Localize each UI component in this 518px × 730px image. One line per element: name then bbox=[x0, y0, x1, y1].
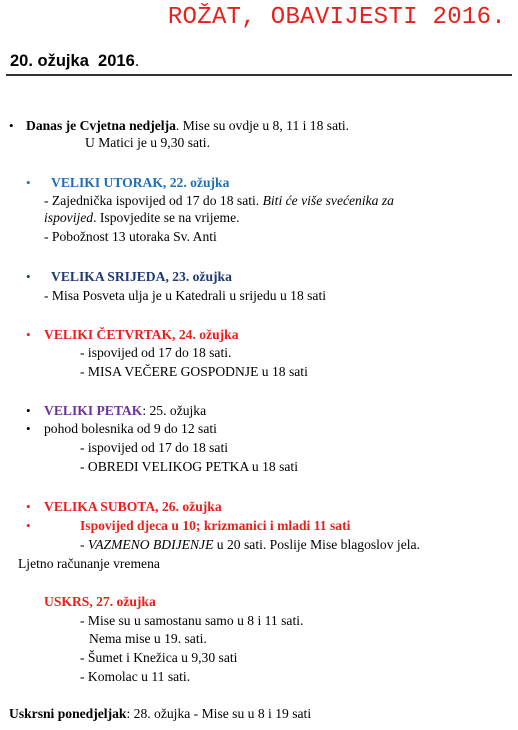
saturday-vigil: VAZMENO BDIJENJE bbox=[87, 537, 214, 552]
date-dot: . bbox=[134, 52, 140, 70]
bullet-icon: • bbox=[26, 175, 31, 190]
tuesday-line-2 bbox=[44, 210, 240, 226]
saturday-line-1: Ispovijed djeca u 10; krizmanici i mladi 11 sati bbox=[80, 518, 351, 533]
saturday-title: VELIKA SUBOTA, 26. ožujka bbox=[44, 499, 222, 514]
easter-line-1: - Mise su u samostanu samo u 8 i 11 sati. bbox=[80, 613, 304, 628]
bullet-icon: • bbox=[26, 499, 31, 514]
easter-monday-text: : 28. ožujka - Mise su u 8 i 19 sati bbox=[126, 706, 312, 721]
tuesday-italic-1: Biti će više svećenika za bbox=[262, 193, 394, 208]
bullet-icon: • bbox=[26, 421, 31, 436]
palm-sunday-line bbox=[26, 118, 349, 134]
easter-monday-title: Uskrsni ponedjeljak bbox=[9, 706, 127, 721]
bullet-icon: • bbox=[26, 269, 31, 284]
bullet-icon: • bbox=[26, 327, 31, 342]
easter-line-2: Nema mise u 19. sati. bbox=[89, 631, 207, 646]
tuesday-line-1 bbox=[44, 193, 394, 209]
palm-sunday-line-2: U Matici je u 9,30 sati. bbox=[85, 135, 210, 150]
bullet-icon: • bbox=[26, 518, 31, 533]
saturday-line-2 bbox=[80, 537, 420, 553]
saturday-dash: - bbox=[80, 537, 88, 552]
friday-date: : 25. ožujka bbox=[142, 403, 207, 418]
tuesday-line-3: - Pobožnost 13 utoraka Sv. Anti bbox=[44, 229, 217, 244]
wednesday-line-1: - Misa Posveta ulja je u Katedrali u srijedu u 18 sati bbox=[44, 288, 327, 303]
easter-line-3: - Šumet i Knežica u 9,30 sati bbox=[80, 650, 238, 665]
friday-line-2: - ispovijed od 17 do 18 sati bbox=[80, 440, 229, 455]
easter-line-4: - Komolac u 11 sati. bbox=[80, 669, 191, 684]
page-title: ROŽAT, OBAVIJESTI 2016. bbox=[167, 4, 506, 31]
easter-title: USKRS, 27. ožujka bbox=[44, 594, 156, 609]
tuesday-title: VELIKI UTORAK, 22. ožujka bbox=[51, 175, 230, 190]
easter-monday-line bbox=[9, 706, 311, 722]
date-heading bbox=[10, 52, 139, 71]
bullet-icon: • bbox=[26, 403, 31, 418]
friday-line-1: pohod bolesnika od 9 do 12 sati bbox=[44, 421, 217, 436]
date-text: 20. ožujka 2016 bbox=[10, 52, 135, 70]
wednesday-title: VELIKA SRIJEDA, 23. ožujka bbox=[51, 269, 232, 284]
thursday-line-1: - ispovijed od 17 do 18 sati. bbox=[80, 345, 232, 360]
tuesday-italic-2: ispovijed bbox=[44, 210, 94, 225]
tuesday-text-2: . Ispovjedite se na vrijeme. bbox=[93, 210, 240, 225]
thursday-line-2: - MISA VEČERE GOSPODNJE u 18 sati bbox=[80, 364, 308, 379]
friday-title-line bbox=[44, 403, 206, 419]
palm-sunday-text: . Mise su ovdje u 8, 11 i 18 sati. bbox=[175, 118, 350, 133]
friday-line-3: - OBREDI VELIKOG PETKA u 18 sati bbox=[80, 459, 298, 474]
friday-title: VELIKI PETAK bbox=[44, 403, 143, 418]
palm-sunday-title: Danas je Cvjetna nedjelja bbox=[26, 118, 176, 133]
heading-divider bbox=[6, 74, 512, 76]
saturday-text-2: u 20 sati. Poslije Mise blagoslov jela. bbox=[213, 537, 420, 552]
thursday-title: VELIKI ČETVRTAK, 24. ožujka bbox=[44, 327, 239, 342]
tuesday-text-1: - Zajednička ispovijed od 17 do 18 sati. bbox=[44, 193, 263, 208]
bullet-icon: • bbox=[9, 118, 14, 133]
saturday-line-3: Ljetno računanje vremena bbox=[18, 556, 160, 571]
